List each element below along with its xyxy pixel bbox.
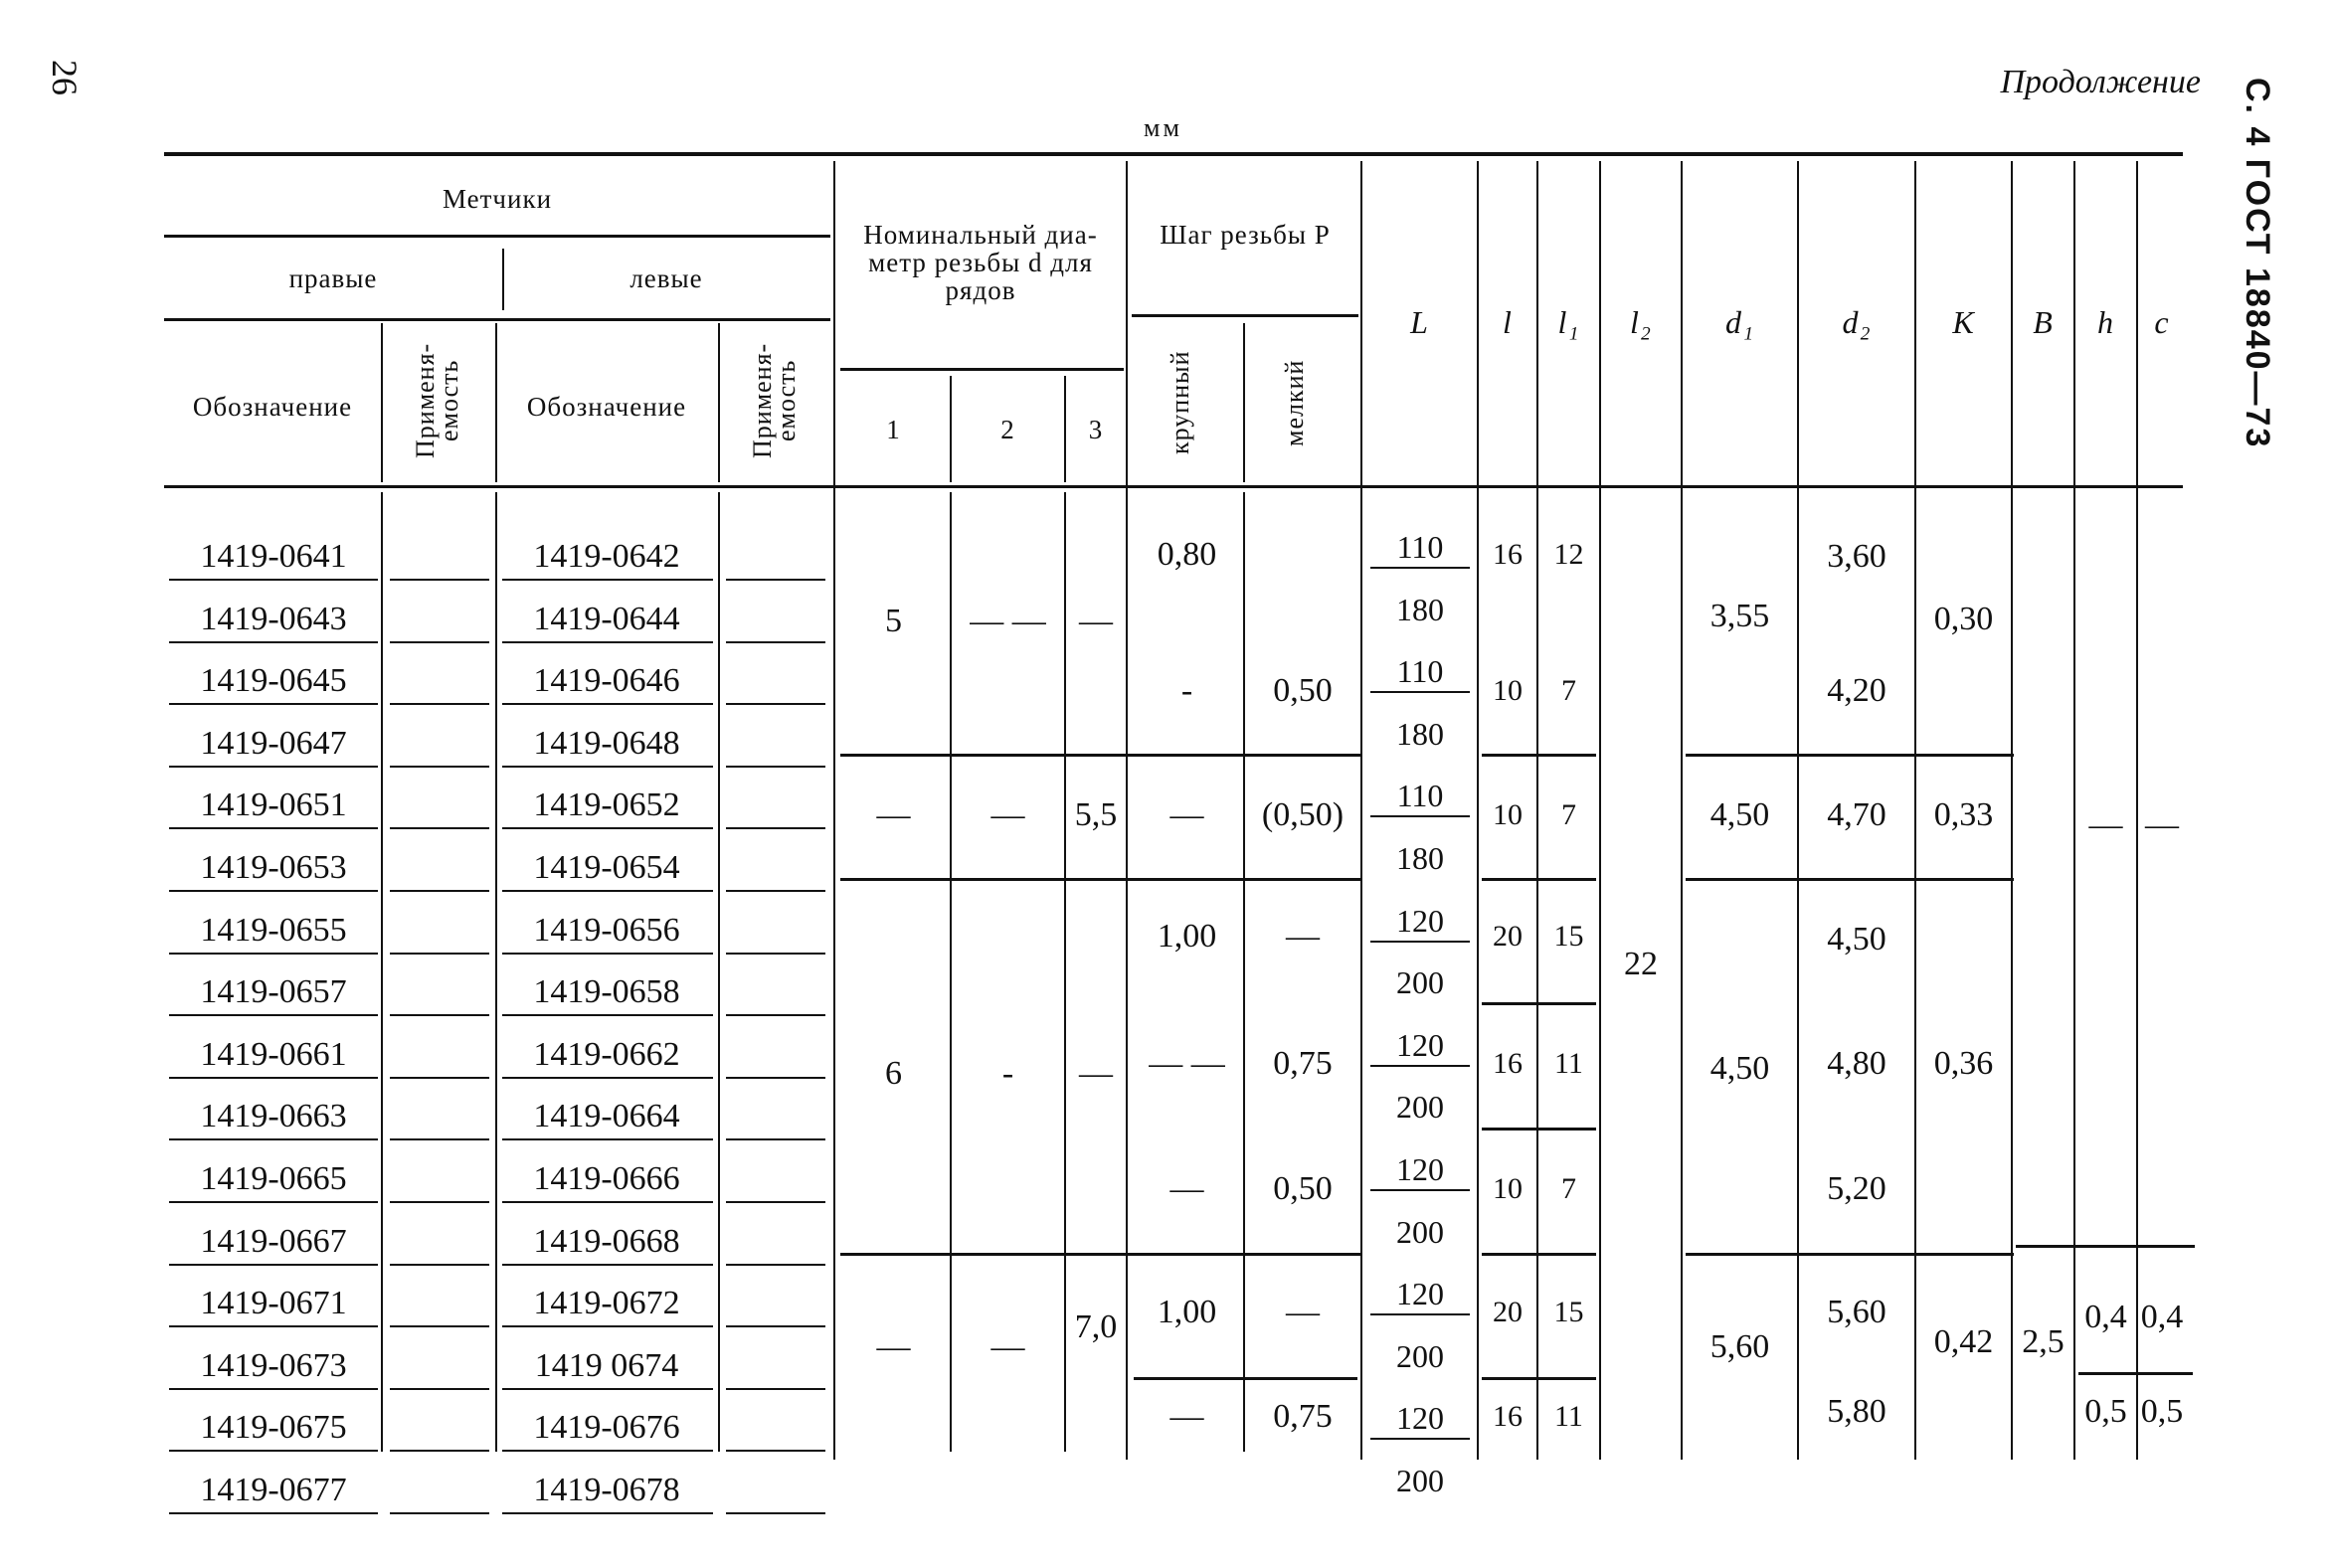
K-value: 0,30: [1933, 601, 1994, 637]
fine-pitch-value: 0,75: [1273, 1398, 1333, 1435]
column-rule: [1360, 161, 1362, 1460]
column-rule: [718, 492, 720, 1452]
h-header: h: [2097, 304, 2114, 340]
block-rule: [840, 754, 1362, 757]
length-L-value: 200: [1396, 1089, 1444, 1125]
length-L-value: 110: [1396, 778, 1444, 813]
h-value: —: [2088, 806, 2123, 843]
l-value: 16: [1493, 538, 1523, 571]
standard-header: С. 4 ГОСТ 18840—73: [2239, 78, 2276, 449]
d2-header: d₂: [1842, 304, 1872, 340]
l-value: 20: [1493, 920, 1523, 953]
right-tap-designation: 1419-0645: [200, 662, 347, 699]
left-designation-header: Обозначение: [526, 392, 687, 422]
row-underline: [390, 1512, 489, 1514]
right-tap-designation: 1419-0667: [200, 1223, 347, 1260]
right-tap-designation: 1419-0647: [200, 725, 347, 762]
row-underline: [726, 703, 825, 705]
row-underline: [390, 827, 489, 829]
row-underline: [726, 1450, 825, 1452]
length-L-value: 200: [1396, 1463, 1444, 1498]
d2-value: 3,60: [1827, 538, 1886, 575]
length-L-value: 200: [1396, 964, 1444, 1000]
rows-sub-rule: [840, 368, 1124, 371]
header-divider: [1243, 323, 1245, 482]
row-underline: [390, 890, 489, 892]
fine-pitch-value: (0,50): [1261, 796, 1345, 833]
d1-value: 3,55: [1709, 598, 1770, 634]
row-3-header: 3: [1088, 415, 1104, 444]
right-tap-designation: 1419-0673: [200, 1347, 347, 1384]
d1-header: d₁: [1724, 304, 1755, 340]
block-rule: [1686, 754, 2014, 757]
row-underline: [169, 579, 378, 581]
coarse-pitch-value: —: [1169, 1170, 1204, 1207]
row-underline: [726, 1138, 825, 1140]
K-value: 0,42: [1933, 1323, 1994, 1360]
left-tap-designation: 1419-0658: [533, 973, 680, 1010]
left-applicability-header: Применя-емость: [748, 342, 801, 458]
l-value: 16: [1493, 1047, 1523, 1080]
L-fraction-rule: [1370, 1065, 1470, 1067]
block-rule: [1482, 1128, 1596, 1131]
fine-pitch-value: —: [1286, 918, 1320, 955]
row-underline: [502, 1264, 713, 1266]
length-L-value: 180: [1396, 716, 1444, 752]
fine-pitch-value: 0,50: [1273, 1170, 1333, 1207]
row-underline: [726, 827, 825, 829]
l1-value: 15: [1553, 1296, 1584, 1328]
d-row3-value: —: [1079, 603, 1113, 639]
row-underline: [390, 1325, 489, 1327]
c-value: 0,5: [2140, 1393, 2184, 1430]
right-tap-designation: 1419-0677: [200, 1472, 347, 1508]
length-L-value: 200: [1396, 1338, 1444, 1374]
coarse-pitch-value: —: [1169, 1398, 1204, 1435]
pitch-sub-rule: [1132, 314, 1358, 317]
d-row2-value: —: [990, 1328, 1025, 1365]
row-underline: [726, 766, 825, 768]
row-underline: [502, 953, 713, 955]
length-L-value: 120: [1396, 903, 1444, 939]
block-rule: [1134, 1377, 1357, 1380]
row-underline: [726, 1201, 825, 1203]
d1-value: 4,50: [1709, 796, 1770, 833]
row-1-header: 1: [886, 415, 901, 444]
row-underline: [502, 1138, 713, 1140]
row-underline: [726, 1264, 825, 1266]
left-tap-designation: 1419-0656: [533, 912, 680, 949]
L-fraction-rule: [1370, 1438, 1470, 1440]
row-underline: [169, 1388, 378, 1390]
row-underline: [502, 1077, 713, 1079]
row-underline: [502, 766, 713, 768]
length-L-value: 120: [1396, 1400, 1444, 1436]
row-underline: [390, 1388, 489, 1390]
right-applicability-header: Применя-емость: [411, 342, 463, 458]
row-underline: [169, 703, 378, 705]
row-underline: [169, 1325, 378, 1327]
left-tap-designation: 1419-0648: [533, 725, 680, 762]
left-tap-designation: 1419-0676: [533, 1409, 680, 1446]
length-L-value: 120: [1396, 1027, 1444, 1063]
block-rule: [1686, 1253, 2014, 1256]
L-fraction-rule: [1370, 815, 1470, 817]
length-L-value: 110: [1396, 653, 1444, 689]
left-tap-designation: 1419-0664: [533, 1098, 680, 1134]
nominal-diameter-header: Номинальный диа-метр резьбы d для рядов: [863, 220, 1098, 305]
l-value: 10: [1493, 798, 1523, 831]
row-underline: [726, 1014, 825, 1016]
coarse-pitch-value: -: [1180, 672, 1193, 709]
right-tap-designation: 1419-0643: [200, 601, 347, 637]
row-underline: [169, 1014, 378, 1016]
left-tap-designation: 1419-0672: [533, 1285, 680, 1321]
row-underline: [726, 953, 825, 955]
row-underline: [502, 1201, 713, 1203]
header-bottom-rule: [164, 485, 2183, 488]
l1-value: 15: [1553, 920, 1584, 953]
right-tap-designation: 1419-0651: [200, 786, 347, 823]
coarse-pitch-value: 0,80: [1157, 536, 1217, 573]
table-top-rule: [164, 152, 2183, 156]
row-underline: [502, 827, 713, 829]
row-underline: [390, 1264, 489, 1266]
column-rule: [1126, 161, 1128, 1460]
left-tap-designation: 1419-0646: [533, 662, 680, 699]
coarse-pitch-value: — —: [1149, 1045, 1225, 1082]
left-tap-designation: 1419-0654: [533, 849, 680, 886]
row-underline: [726, 1077, 825, 1079]
l1-value: 11: [1554, 1047, 1583, 1080]
left-tap-designation: 1419-0668: [533, 1223, 680, 1260]
L-fraction-rule: [1370, 1189, 1470, 1191]
row-underline: [390, 579, 489, 581]
row-underline: [169, 1077, 378, 1079]
l1-value: 11: [1554, 1400, 1583, 1433]
L-fraction-rule: [1370, 567, 1470, 569]
row-underline: [390, 703, 489, 705]
left-tap-designation: 1419-0652: [533, 786, 680, 823]
L-header: L: [1410, 304, 1429, 340]
pitch-header: Шаг резьбы P: [1160, 220, 1331, 250]
row-underline: [502, 1014, 713, 1016]
row-underline: [502, 703, 713, 705]
fine-pitch-value: 0,50: [1273, 672, 1333, 709]
coarse-pitch-header: крупный: [1166, 350, 1194, 455]
left-taps-header: левые: [629, 263, 703, 293]
fine-pitch-header: мелкий: [1280, 359, 1309, 446]
fine-pitch-value: —: [1286, 1294, 1320, 1330]
h-value: 0,4: [2084, 1299, 2127, 1335]
B-header: B: [2033, 304, 2054, 340]
row-underline: [169, 1450, 378, 1452]
right-tap-designation: 1419-0665: [200, 1160, 347, 1197]
left-tap-designation: 1419-0662: [533, 1036, 680, 1073]
taps-header: Метчики: [442, 184, 553, 214]
L-fraction-rule: [1370, 691, 1470, 693]
l-value: 10: [1493, 1172, 1523, 1205]
row-2-header: 2: [1000, 415, 1015, 444]
d-row3-value: —: [1079, 1055, 1113, 1092]
d2-value: 4,20: [1827, 672, 1886, 709]
block-rule: [2016, 1245, 2195, 1248]
block-rule: [840, 1253, 1362, 1256]
right-tap-designation: 1419-0663: [200, 1098, 347, 1134]
d1-value: 4,50: [1709, 1050, 1770, 1087]
d-row3-value: 7,0: [1074, 1308, 1118, 1345]
left-tap-designation: 1419-0642: [533, 538, 680, 575]
K-value: 0,33: [1933, 796, 1994, 833]
c-value: 0,4: [2140, 1299, 2184, 1335]
left-tap-designation: 1419-0644: [533, 601, 680, 637]
h-value: 0,5: [2084, 1393, 2127, 1430]
right-taps-header: правые: [288, 263, 378, 293]
length-L-value: 200: [1396, 1214, 1444, 1250]
right-tap-designation: 1419-0653: [200, 849, 347, 886]
d-row2-value: —: [990, 796, 1025, 833]
c-value: —: [2145, 806, 2179, 843]
l2-header: l₂: [1629, 304, 1652, 340]
row-underline: [390, 766, 489, 768]
K-header: K: [1952, 304, 1975, 340]
right-tap-designation: 1419-0671: [200, 1285, 347, 1321]
row-underline: [726, 1325, 825, 1327]
L-fraction-rule: [1370, 941, 1470, 943]
d2-value: 5,80: [1827, 1393, 1886, 1430]
row-underline: [390, 1201, 489, 1203]
row-underline: [502, 641, 713, 643]
l1-value: 7: [1561, 674, 1576, 707]
fine-pitch-value: 0,75: [1273, 1045, 1333, 1082]
row-underline: [390, 1077, 489, 1079]
row-underline: [502, 1512, 713, 1514]
block-rule: [2078, 1372, 2193, 1375]
row-underline: [502, 1450, 713, 1452]
left-tap-designation: 1419-0678: [533, 1472, 680, 1508]
column-rule: [2011, 161, 2013, 1460]
row-underline: [169, 1138, 378, 1140]
length-L-value: 180: [1396, 840, 1444, 876]
d-row1-value: 6: [885, 1055, 902, 1092]
coarse-pitch-value: —: [1169, 796, 1204, 833]
block-rule: [1686, 878, 2014, 881]
row-underline: [502, 579, 713, 581]
row-underline: [502, 1388, 713, 1390]
right-tap-designation: 1419-0675: [200, 1409, 347, 1446]
row-underline: [169, 1201, 378, 1203]
d2-value: 5,60: [1827, 1294, 1886, 1330]
d-row1-value: 5: [885, 603, 902, 639]
row-underline: [502, 890, 713, 892]
row-underline: [726, 579, 825, 581]
block-rule: [840, 878, 1362, 881]
column-rule: [1599, 161, 1601, 1460]
block-rule: [1482, 754, 1596, 757]
coarse-pitch-value: 1,00: [1157, 918, 1217, 955]
row-underline: [390, 1014, 489, 1016]
row-underline: [169, 1264, 378, 1266]
right-tap-designation: 1419-0641: [200, 538, 347, 575]
L-fraction-rule: [1370, 1313, 1470, 1315]
row-underline: [169, 1512, 378, 1514]
right-tap-designation: 1419-0657: [200, 973, 347, 1010]
row-underline: [390, 1450, 489, 1452]
c-header: c: [2154, 304, 2170, 340]
d-row1-value: —: [876, 1328, 911, 1365]
d2-value: 4,50: [1827, 921, 1886, 958]
row-underline: [169, 890, 378, 892]
block-rule: [1482, 1377, 1596, 1380]
d-row2-value: -: [1001, 1055, 1014, 1092]
row-underline: [169, 766, 378, 768]
K-value: 0,36: [1933, 1045, 1994, 1082]
d-row2-value: — —: [970, 603, 1046, 639]
l1-value: 7: [1561, 798, 1576, 831]
row-underline: [502, 1325, 713, 1327]
row-underline: [726, 890, 825, 892]
side-sub-rule: [164, 318, 830, 321]
length-L-value: 110: [1396, 529, 1444, 565]
row-underline: [726, 1512, 825, 1514]
block-rule: [1482, 1253, 1596, 1256]
l-value: 20: [1493, 1296, 1523, 1328]
row-underline: [169, 953, 378, 955]
d2-value: 4,70: [1827, 796, 1886, 833]
d2-value: 5,20: [1827, 1170, 1886, 1207]
right-tap-designation: 1419-0655: [200, 912, 347, 949]
page-number: 26: [45, 60, 85, 95]
column-rule: [833, 161, 835, 1460]
l-value: 10: [1493, 674, 1523, 707]
row-underline: [390, 1138, 489, 1140]
B-value: 2,5: [2022, 1323, 2065, 1360]
l1-value: 7: [1561, 1172, 1576, 1205]
header-divider: [381, 323, 383, 482]
left-tap-designation: 1419 0674: [534, 1347, 679, 1384]
row-underline: [390, 953, 489, 955]
row-underline: [390, 641, 489, 643]
l2-value: 22: [1624, 946, 1658, 982]
column-rule: [381, 492, 383, 1452]
taps-sub-rule: [164, 235, 830, 238]
d-row1-value: —: [876, 796, 911, 833]
l1-header: l₁: [1557, 304, 1580, 340]
l-header: l: [1503, 304, 1513, 340]
d1-value: 5,60: [1709, 1328, 1770, 1365]
right-tap-designation: 1419-0661: [200, 1036, 347, 1073]
length-L-value: 120: [1396, 1276, 1444, 1311]
length-L-value: 120: [1396, 1151, 1444, 1187]
continuation-label: Продолжение: [2000, 64, 2201, 100]
right-designation-header: Обозначение: [192, 392, 353, 422]
row-underline: [726, 1388, 825, 1390]
block-rule: [1482, 1002, 1596, 1005]
d-row3-value: 5,5: [1074, 796, 1118, 833]
block-rule: [1482, 878, 1596, 881]
l-value: 16: [1493, 1400, 1523, 1433]
header-divider: [718, 323, 720, 482]
row-underline: [726, 641, 825, 643]
left-tap-designation: 1419-0666: [533, 1160, 680, 1197]
unit-label: мм: [1144, 113, 1182, 142]
l1-value: 12: [1553, 538, 1584, 571]
row-underline: [169, 827, 378, 829]
row-underline: [169, 641, 378, 643]
d2-value: 4,80: [1827, 1045, 1886, 1082]
coarse-pitch-value: 1,00: [1157, 1294, 1217, 1330]
length-L-value: 180: [1396, 592, 1444, 627]
